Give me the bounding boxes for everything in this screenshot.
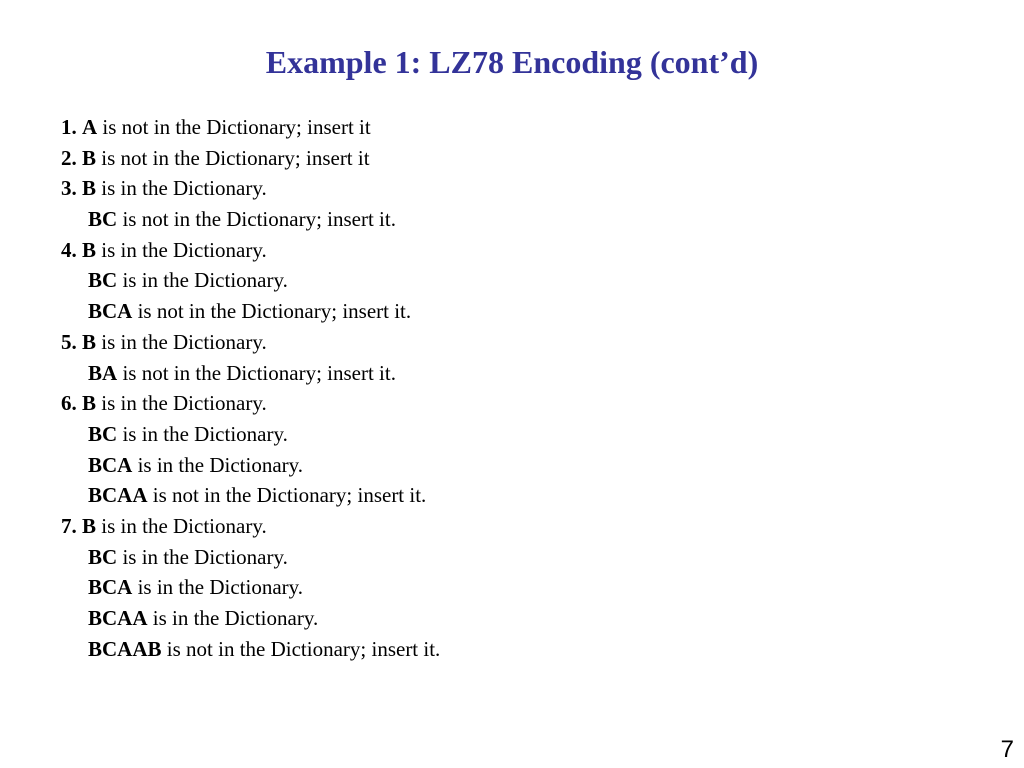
step-text: is not in the Dictionary; insert it.	[147, 483, 427, 508]
step-text: is not in the Dictionary; insert it.	[132, 299, 412, 324]
step-subline	[61, 603, 440, 634]
step-line	[61, 235, 440, 266]
step-line	[61, 112, 440, 143]
step-subline	[61, 204, 440, 235]
step-subline	[61, 358, 440, 389]
step-subline	[61, 542, 440, 573]
step-token: BCAAB	[88, 636, 162, 661]
step-subline	[61, 634, 440, 665]
step-subline	[61, 265, 440, 296]
step-subline	[61, 480, 440, 511]
step-line	[61, 511, 440, 542]
step-subline	[61, 450, 440, 481]
step-text: is not in the Dictionary; insert it	[96, 145, 370, 170]
step-token: BCA	[88, 299, 133, 324]
step-text: is not in the Dictionary; insert it.	[117, 360, 396, 385]
step-line	[61, 327, 440, 358]
step-text: is in the Dictionary.	[132, 452, 304, 477]
step-token: BA	[88, 360, 118, 385]
step-number: 1.	[61, 115, 77, 139]
step-token: BCA	[88, 452, 133, 477]
step-text: is in the Dictionary.	[117, 268, 288, 293]
step-subline	[61, 296, 440, 327]
step-token: B	[82, 237, 97, 262]
step-text: is in the Dictionary.	[96, 513, 267, 538]
step-number: 6.	[61, 391, 77, 416]
step-text: is in the Dictionary.	[96, 391, 267, 416]
step-token: BC	[88, 544, 118, 569]
step-token: A	[82, 115, 98, 139]
step-text: is not in the Dictionary; insert it	[97, 115, 371, 139]
step-text: is in the Dictionary.	[132, 575, 304, 600]
step-line	[61, 173, 440, 204]
encoding-steps-list	[61, 112, 440, 664]
step-token: BC	[88, 421, 118, 446]
step-number: 2.	[61, 145, 77, 170]
step-token: B	[82, 176, 97, 201]
step-line	[61, 143, 440, 174]
step-token: B	[82, 329, 97, 354]
step-text: is in the Dictionary.	[117, 421, 288, 446]
page-number: 7	[1000, 736, 1014, 763]
step-line	[61, 388, 440, 419]
step-number: 4.	[61, 237, 77, 262]
step-number: 5.	[61, 329, 77, 354]
step-subline	[61, 419, 440, 450]
step-text: is in the Dictionary.	[147, 606, 319, 630]
step-token: B	[82, 145, 97, 170]
step-text: is not in the Dictionary; insert it.	[161, 636, 441, 661]
step-token: BCAA	[88, 606, 148, 630]
step-token: B	[82, 513, 97, 538]
step-text: is in the Dictionary.	[117, 544, 288, 569]
step-number: 7.	[61, 513, 77, 538]
step-token: B	[82, 391, 97, 416]
step-subline	[61, 572, 440, 603]
step-token: BCA	[88, 575, 133, 600]
step-text: is not in the Dictionary; insert it.	[117, 207, 396, 232]
step-text: is in the Dictionary.	[96, 237, 267, 262]
step-number: 3.	[61, 176, 77, 201]
step-token: BC	[88, 268, 118, 293]
step-token: BC	[88, 207, 118, 232]
step-text: is in the Dictionary.	[96, 329, 267, 354]
step-token: BCAA	[88, 483, 148, 508]
slide-title: Example 1: LZ78 Encoding (cont’d)	[265, 44, 759, 80]
step-text: is in the Dictionary.	[96, 176, 267, 201]
